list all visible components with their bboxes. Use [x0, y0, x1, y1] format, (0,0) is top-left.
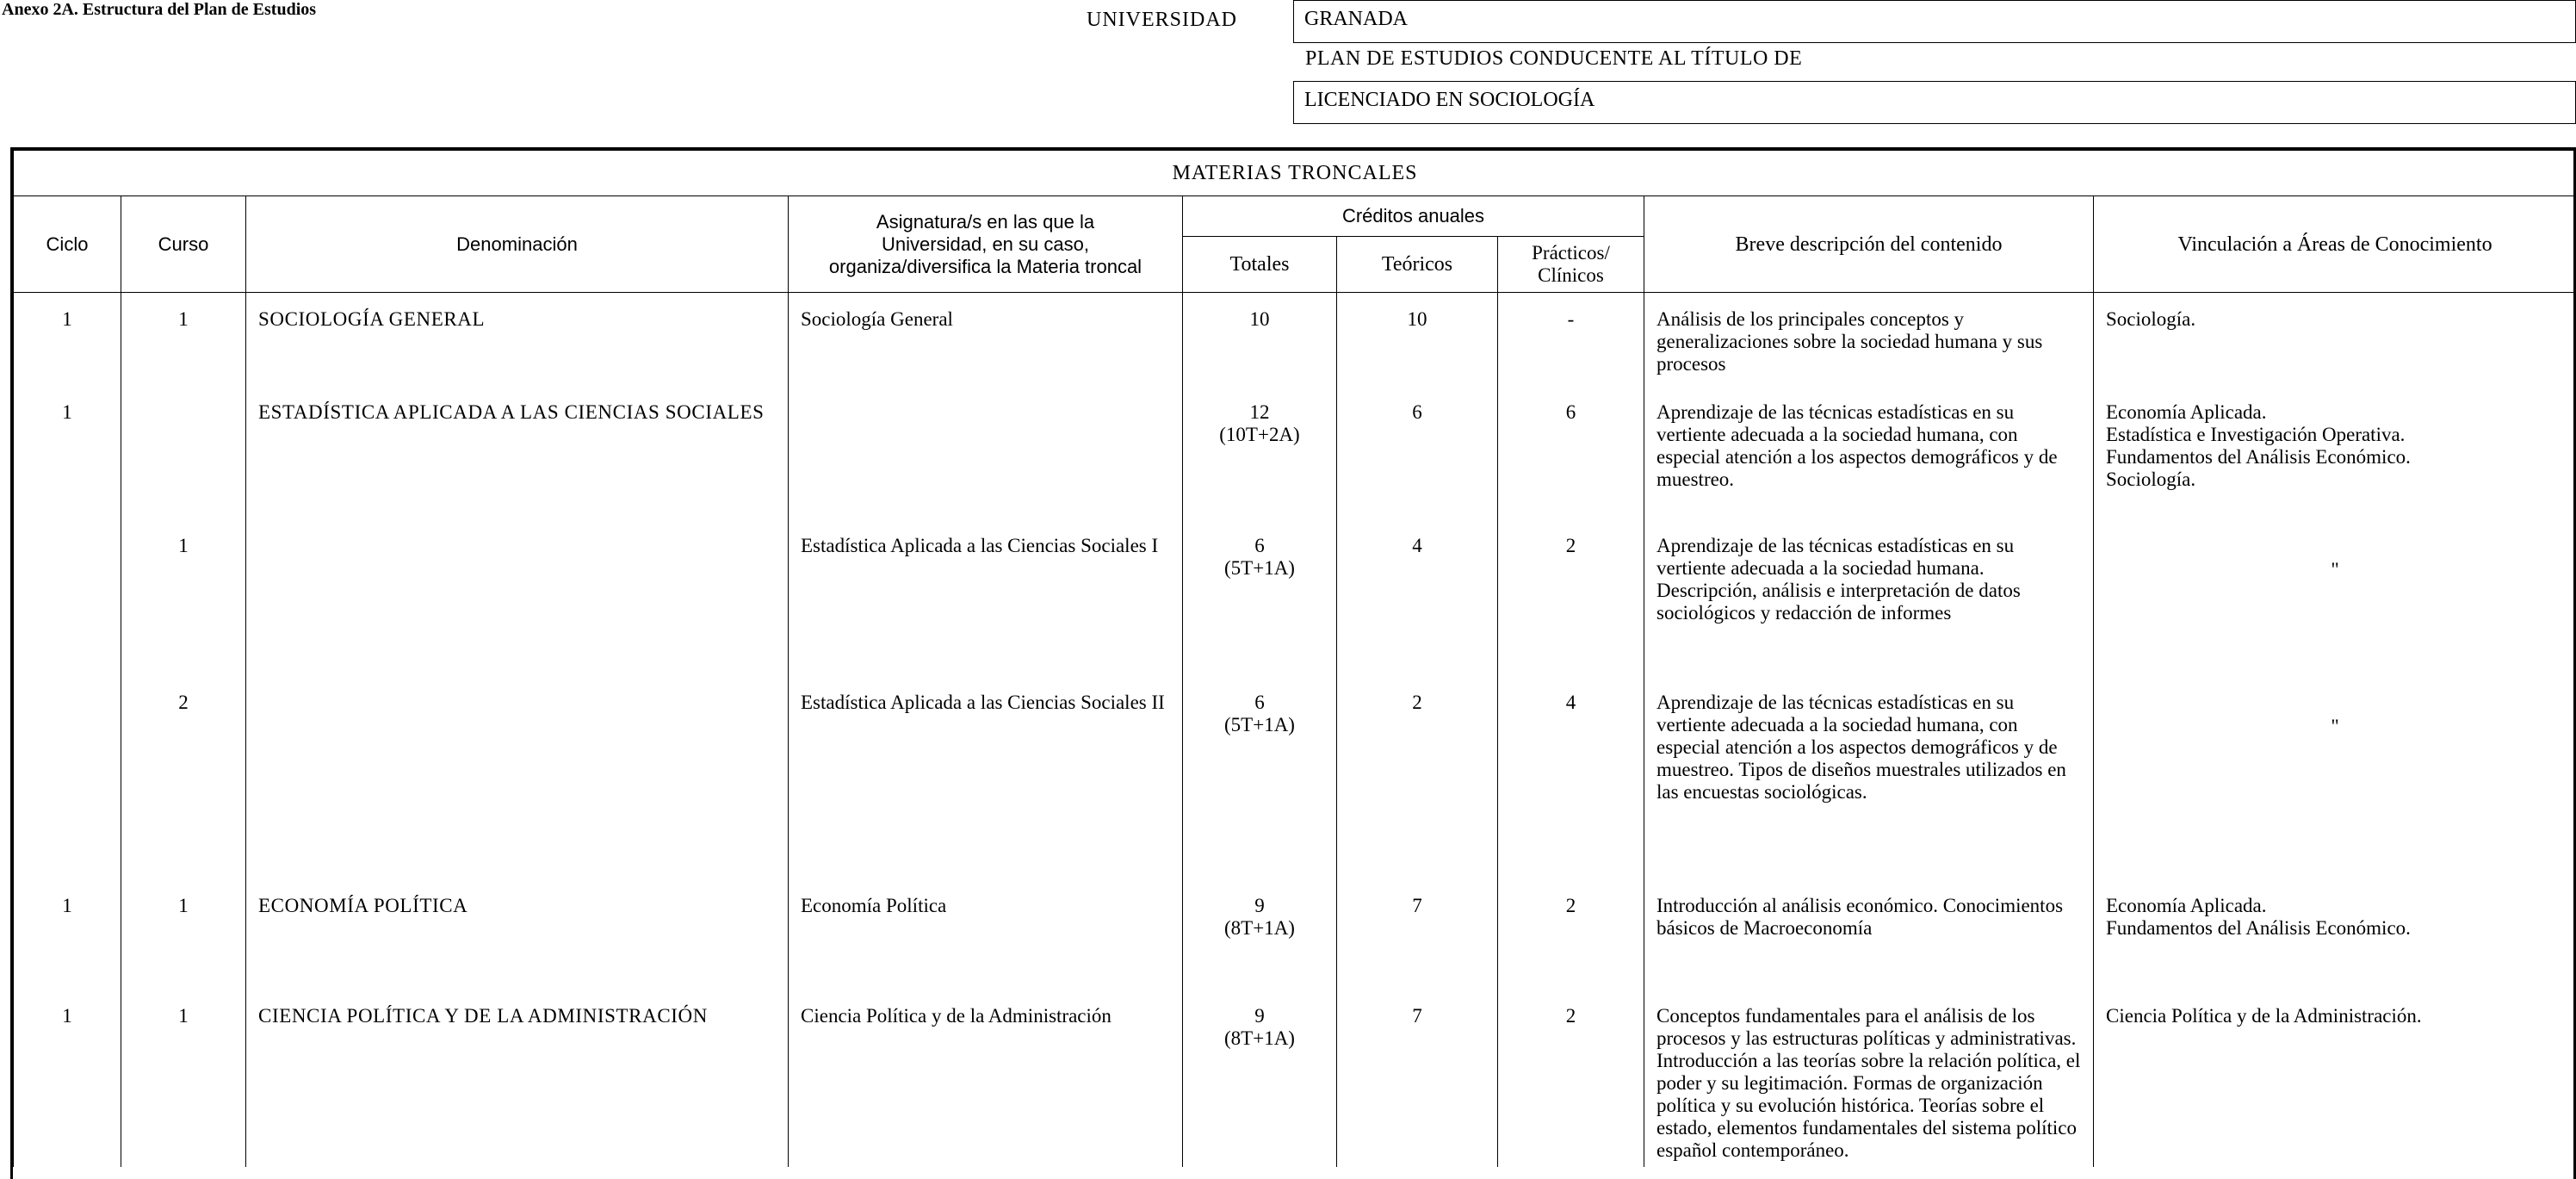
area-line: Sociología. [2106, 468, 2196, 490]
area-line: Fundamentos del Análisis Económico. [2106, 446, 2411, 468]
cell-denominacion: ECONOMÍA POLÍTICA [246, 879, 789, 990]
cell-teoricos: 7 [1337, 990, 1498, 1167]
header-ciclo: Ciclo [14, 196, 121, 293]
cell-denominacion: CIENCIA POLÍTICA Y DE LA ADMINISTRACIÓN [246, 990, 789, 1167]
cell-totales [1183, 990, 1337, 1167]
cell-denominacion: ESTADÍSTICA APLICADA A LAS CIENCIAS SOCIALES [246, 386, 789, 519]
cell-asignatura: Ciencia Política y de la Administración [789, 990, 1183, 1167]
area-line: Fundamentos del Análisis Económico. [2106, 917, 2411, 939]
area-line: Economía Aplicada. [2106, 401, 2267, 423]
totales-breakdown: (8T+1A) [1224, 1027, 1295, 1049]
cell-denominacion [246, 676, 789, 879]
totales-value: 9 [1254, 1005, 1265, 1027]
table-row [14, 990, 2576, 1167]
cell-practicos: 2 [1498, 990, 1644, 1167]
cell-descripcion: Introducción al análisis económico. Conocimientos básicos de Macroeconomía [1644, 879, 2094, 990]
cell-totales [1183, 519, 1337, 676]
university-value: GRANADA [1304, 8, 1408, 30]
cell-asignatura: Estadística Aplicada a las Ciencias Sociales I [789, 519, 1183, 676]
cell-curso: 2 [121, 676, 246, 879]
annex-title: Anexo 2A. Estructura del Plan de Estudios [2, 0, 317, 19]
cell-teoricos: 2 [1337, 676, 1498, 879]
cell-descripcion: Aprendizaje de las técnicas estadísticas en su vertiente adecuada a la sociedad humana, con especial atención a los aspectos demográficos y de muestreo. [1644, 386, 2094, 519]
area-line: Estadística e Investigación Operativa. [2106, 424, 2406, 445]
cell-vinculacion [2094, 293, 2576, 387]
area-line: Ciencia Política y de la Administración. [2106, 1005, 2422, 1027]
cell-teoricos: 6 [1337, 386, 1498, 519]
table-row [14, 293, 2576, 387]
cell-asignatura: Estadística Aplicada a las Ciencias Sociales II [789, 676, 1183, 879]
cell-teoricos: 7 [1337, 879, 1498, 990]
table-row [14, 879, 2576, 990]
materias-troncales-table [10, 147, 2576, 1179]
area-line: Economía Aplicada. [2106, 895, 2267, 916]
cell-vinculacion [2094, 519, 2576, 676]
header-creditos-anuales: Créditos anuales [1183, 196, 1644, 237]
header-teoricos: Teóricos [1337, 237, 1498, 293]
ditto-mark: " [2331, 716, 2339, 737]
cell-descripcion: Conceptos fundamentales para el análisis de los procesos y las estructuras políticas y administrativas. Introducción a las teorías sobre la relación política, el poder y su legitimación. Formas de organización política y su evolución histórica. Teorías sobre el estado, elementos fundamentales del sistema político español contemporáneo. [1644, 990, 2094, 1167]
cell-curso: 1 [121, 293, 246, 387]
header-asignatura: Asignatura/s en las que la Universidad, en su caso, organiza/diversifica la Materia troncal [789, 196, 1183, 293]
cell-teoricos: 4 [1337, 519, 1498, 676]
ditto-mark: " [2331, 559, 2339, 580]
header-totales: Totales [1183, 237, 1337, 293]
totales-value: 6 [1254, 535, 1265, 556]
header-practicos: Prácticos/ Clínicos [1498, 237, 1644, 293]
header-denominacion: Denominación [246, 196, 789, 293]
cell-descripcion: Aprendizaje de las técnicas estadísticas en su vertiente adecuada a la sociedad humana. Descripción, análisis e interpretación de datos sociológicos y redacción de informes [1644, 519, 2094, 676]
table-caption: MATERIAS TRONCALES [14, 151, 2576, 196]
table-row [14, 676, 2576, 879]
cell-ciclo: 1 [14, 293, 121, 387]
cell-ciclo: 1 [14, 879, 121, 990]
cell-teoricos: 10 [1337, 293, 1498, 387]
totales-breakdown: (5T+1A) [1224, 557, 1295, 579]
cell-totales [1183, 293, 1337, 387]
totales-breakdown: (5T+1A) [1224, 714, 1295, 735]
cell-curso: 1 [121, 519, 246, 676]
cell-ciclo: 1 [14, 990, 121, 1167]
cell-ciclo [14, 519, 121, 676]
totales-value: 6 [1254, 692, 1265, 713]
cell-curso [121, 386, 246, 519]
cell-curso: 1 [121, 990, 246, 1167]
totales-value: 12 [1249, 401, 1270, 423]
table-row [14, 519, 2576, 676]
header-curso: Curso [121, 196, 246, 293]
degree-title-box [1293, 81, 2576, 124]
plan-label: PLAN DE ESTUDIOS CONDUCENTE AL TÍTULO DE [1305, 47, 1803, 70]
cell-ciclo [14, 676, 121, 879]
totales-value: 9 [1254, 895, 1265, 916]
university-label: UNIVERSIDAD [1087, 9, 1237, 31]
cell-denominacion [246, 519, 789, 676]
totales-value: 10 [1249, 308, 1270, 330]
cell-ciclo: 1 [14, 386, 121, 519]
totales-breakdown: (8T+1A) [1224, 917, 1295, 939]
totales-breakdown: (10T+2A) [1219, 424, 1300, 445]
cell-asignatura [789, 386, 1183, 519]
cell-vinculacion [2094, 386, 2576, 519]
header-vinculacion: Vinculación a Áreas de Conocimiento [2094, 196, 2576, 293]
cell-practicos: - [1498, 293, 1644, 387]
degree-title: LICENCIADO EN SOCIOLOGÍA [1304, 89, 1595, 111]
cell-vinculacion [2094, 879, 2576, 990]
cell-denominacion: SOCIOLOGÍA GENERAL [246, 293, 789, 387]
cell-asignatura: Sociología General [789, 293, 1183, 387]
header-descripcion: Breve descripción del contenido [1644, 196, 2094, 293]
area-line: Sociología. [2106, 308, 2196, 330]
cell-asignatura: Economía Política [789, 879, 1183, 990]
cell-descripcion: Aprendizaje de las técnicas estadísticas en su vertiente adecuada a la sociedad humana, con especial atención a los aspectos demográficos y de muestreo. Tipos de diseños muestrales utilizados en las encuestas sociológicas. [1644, 676, 2094, 879]
cell-practicos: 2 [1498, 879, 1644, 990]
cell-practicos: 2 [1498, 519, 1644, 676]
cell-practicos: 6 [1498, 386, 1644, 519]
university-box [1293, 0, 2576, 43]
cell-curso: 1 [121, 879, 246, 990]
cell-totales [1183, 386, 1337, 519]
table-row [14, 386, 2576, 519]
cell-totales [1183, 879, 1337, 990]
cell-vinculacion [2094, 676, 2576, 879]
cell-practicos: 4 [1498, 676, 1644, 879]
cell-descripcion: Análisis de los principales conceptos y generalizaciones sobre la sociedad humana y sus procesos [1644, 293, 2094, 387]
cell-vinculacion [2094, 990, 2576, 1167]
cell-totales [1183, 676, 1337, 879]
